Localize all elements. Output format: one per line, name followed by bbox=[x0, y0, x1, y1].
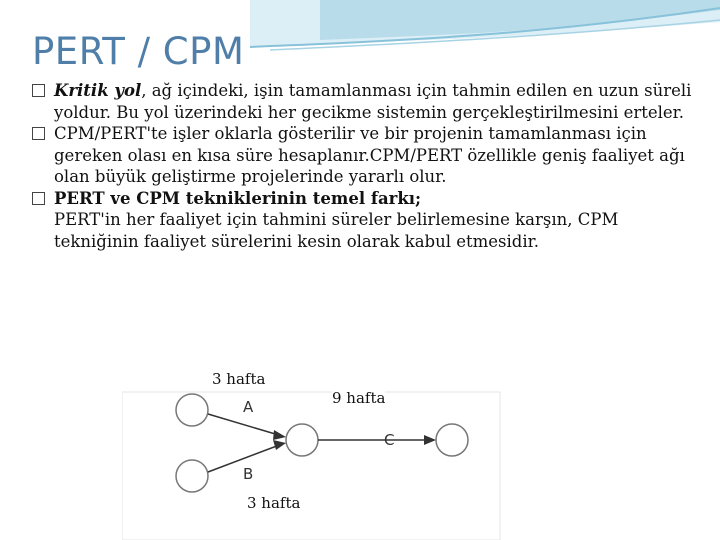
bullet-square-icon bbox=[32, 84, 45, 97]
duration-b-label: 3 hafta bbox=[247, 494, 301, 512]
node-start-a bbox=[176, 394, 208, 426]
duration-a-label: 3 hafta bbox=[212, 370, 266, 388]
node-merge bbox=[286, 424, 318, 456]
activity-b-label: B bbox=[243, 465, 254, 483]
node-start-b bbox=[176, 460, 208, 492]
duration-c-label: 9 hafta bbox=[332, 389, 386, 407]
bullet-square-icon bbox=[32, 127, 45, 140]
bullet-lead: Kritik yol bbox=[54, 81, 142, 100]
bullet-square-icon bbox=[32, 192, 45, 205]
activity-c-label: C bbox=[384, 431, 395, 449]
node-end bbox=[436, 424, 468, 456]
bullet-text: PERT'in her faaliyet için tahmini süreler belirlemesine karşın, CPM tekniğinin faaliyet sürelerini kesin olarak kabul etmesidir. bbox=[54, 210, 619, 251]
bullet-cpm-pert bbox=[32, 123, 692, 188]
slide-title: PERT / CPM bbox=[32, 30, 245, 73]
bullet-text: , ağ içindeki, işin tamamlanması için tahmin edilen en uzun süreli yoldur. Bu yol üzerindeki her gecikme sistemin gerçekleştirilmesini erteler. bbox=[54, 81, 692, 122]
network-diagram bbox=[122, 362, 502, 540]
bullet-difference bbox=[32, 188, 692, 253]
bullet-text: CPM/PERT'te işler oklarla gösterilir ve bir projenin tamamlanması için gereken olası en kısa süre hesaplanır.CPM/PERT özellikle geniş faaliyet ağı olan büyük geliştirme projelerinde yararlı olur. bbox=[54, 124, 685, 186]
activity-a-label: A bbox=[243, 398, 254, 416]
network-diagram-svg bbox=[122, 362, 502, 540]
bullet-critical-path bbox=[32, 80, 692, 123]
bullet-lead: PERT ve CPM tekniklerinin temel farkı; bbox=[54, 188, 422, 208]
bullet-list bbox=[32, 80, 692, 252]
